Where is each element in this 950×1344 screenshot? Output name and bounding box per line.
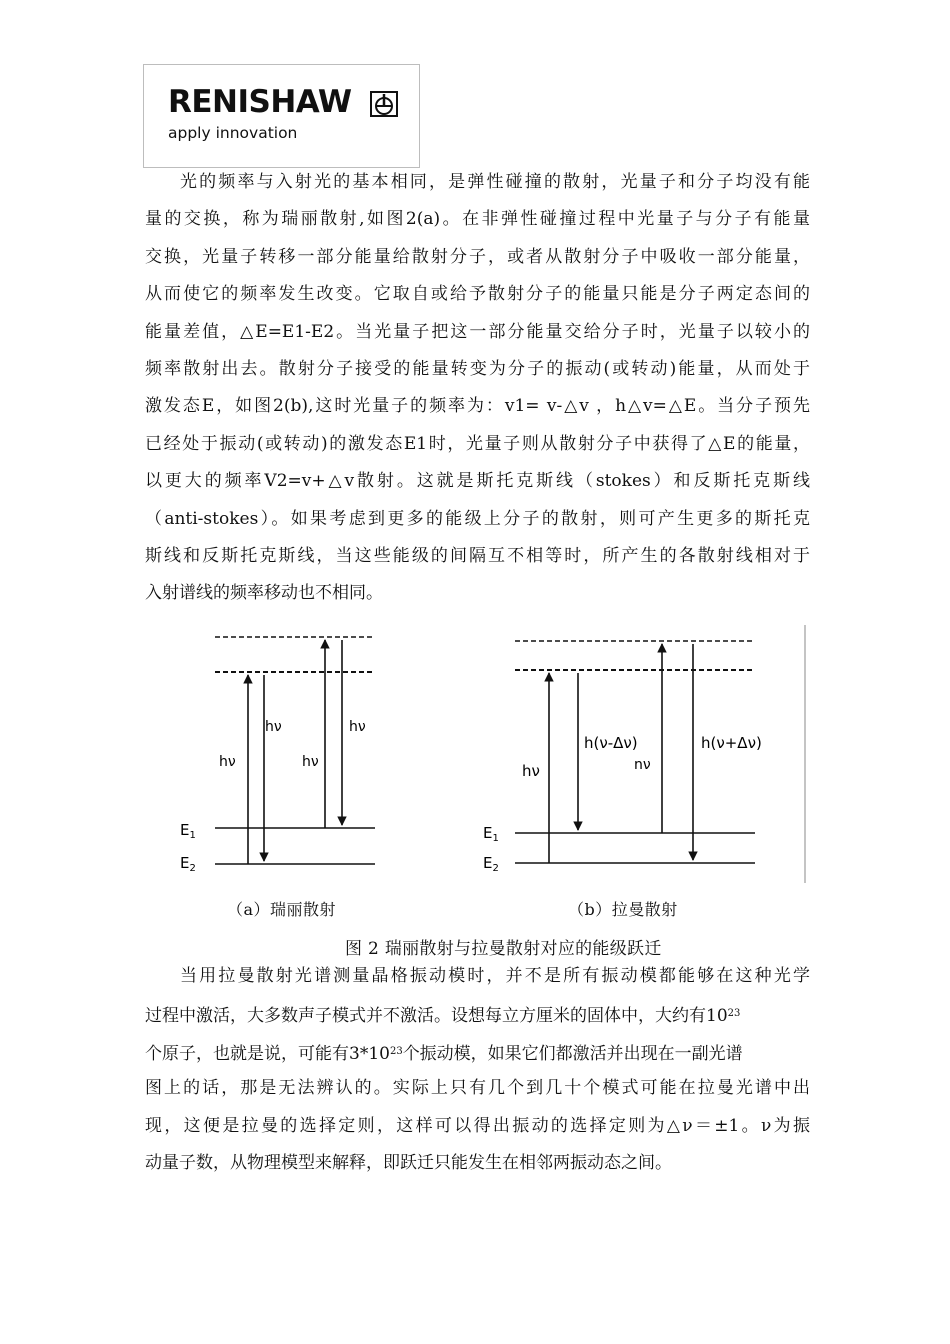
text-line: 能量差值，△E=E1-E2。当光量子把这一部分能量交给分子时，光量子以较小的 xyxy=(145,321,810,342)
text-line: 斯线和反斯托克斯线，当这些能级的间隔互不相等时，所产生的各散射线相对于 xyxy=(145,545,810,566)
label-hv: hν xyxy=(302,754,319,770)
text-line: 动量子数，从物理模型来解释，即跃迁只能发生在相邻两振动态之间。 xyxy=(145,1152,672,1173)
text-line: 入射谱线的频率移动也不相同。 xyxy=(145,583,383,604)
text-line: 已经处于振动(或转动)的激发态E1时，光量子则从散射分子中获得了△E的能量， xyxy=(145,433,810,454)
text-line: 过程中激活，大多数声子模式并不激活。设想每立方厘米的固体中，大约有$10^{23}$ xyxy=(145,1006,741,1027)
text-line: 光的频率与入射光的基本相同，是弹性碰撞的散射，光量子和分子均没有能 xyxy=(180,172,810,192)
text-line: 以更大的频率V2=v+△v散射。这就是斯托克斯线（stokes）和反斯托克斯线 xyxy=(145,471,810,492)
text-line: 激发态E，如图2(b),这时光量子的频率为：v1= v-△v ，h△v=△E。当分子预先 xyxy=(145,396,810,417)
renishaw-mark-icon xyxy=(370,91,398,117)
label-e2: $E_2$ xyxy=(483,854,499,874)
energy-level-figure xyxy=(175,623,807,885)
text-line: 频率散射出去。散射分子接受的能量转变为分子的振动(或转动)能量，从而处于 xyxy=(145,358,810,379)
logo-tagline: apply innovation xyxy=(168,124,298,142)
label-e1: $E_1$ xyxy=(180,821,196,841)
paragraph-rayleigh-raman xyxy=(145,164,810,613)
label-hv: hν xyxy=(349,719,366,735)
text-line: 从而使它的频率发生改变。它取自或给予散射分子的能量只能是分子两定态间的 xyxy=(145,284,810,305)
label-e1: $E_1$ xyxy=(483,824,499,844)
label-hv: hν xyxy=(265,719,282,735)
label-stokes: h(ν-Δν) xyxy=(584,734,638,752)
text-line: 量的交换，称为瑞丽散射,如图2(a)。在非弹性碰撞过程中光量子与分子有能量 xyxy=(145,209,810,230)
logo-brand: RENISHAW xyxy=(168,84,352,120)
label-hv: hν xyxy=(219,754,236,770)
paragraph-selection-rule xyxy=(145,958,810,1182)
diagram-rayleigh xyxy=(180,637,375,874)
text-line: （anti-stokes）。如果考虑到更多的能级上分子的散射，则可产生更多的斯托克 xyxy=(145,508,810,529)
label-hv: hν xyxy=(522,762,540,780)
figure-caption: 图 2 瑞丽散射与拉曼散射对应的能级跃迁 xyxy=(345,939,662,959)
renishaw-logo xyxy=(143,64,420,168)
caption-b: （b）拉曼散射 xyxy=(568,900,678,919)
label-e2: $E_2$ xyxy=(180,854,196,874)
text-line: 图上的话，那是无法辨认的。实际上只有几个到几十个模式可能在拉曼光谱中出 xyxy=(145,1078,810,1099)
text-line: 现，这便是拉曼的选择定则，这样可以得出振动的选择定则为△ν＝±1。ν为振 xyxy=(145,1115,810,1136)
text-line: 交换，光量子转移一部分能量给散射分子，或者从散射分子中吸收一部分能量， xyxy=(145,246,810,267)
text-line: 个原子，也就是说，可能有$3*10^{23}$个振动模，如果它们都激活并出现在一副光谱 xyxy=(145,1043,743,1064)
diagram-raman xyxy=(483,641,762,874)
caption-a: （a）瑞丽散射 xyxy=(227,900,337,919)
label-anti-stokes: h(ν+Δν) xyxy=(701,734,762,752)
text-line: 当用拉曼散射光谱测量晶格振动模时，并不是所有振动模都能够在这种光学 xyxy=(180,966,810,986)
label-nv: nν xyxy=(634,757,651,773)
